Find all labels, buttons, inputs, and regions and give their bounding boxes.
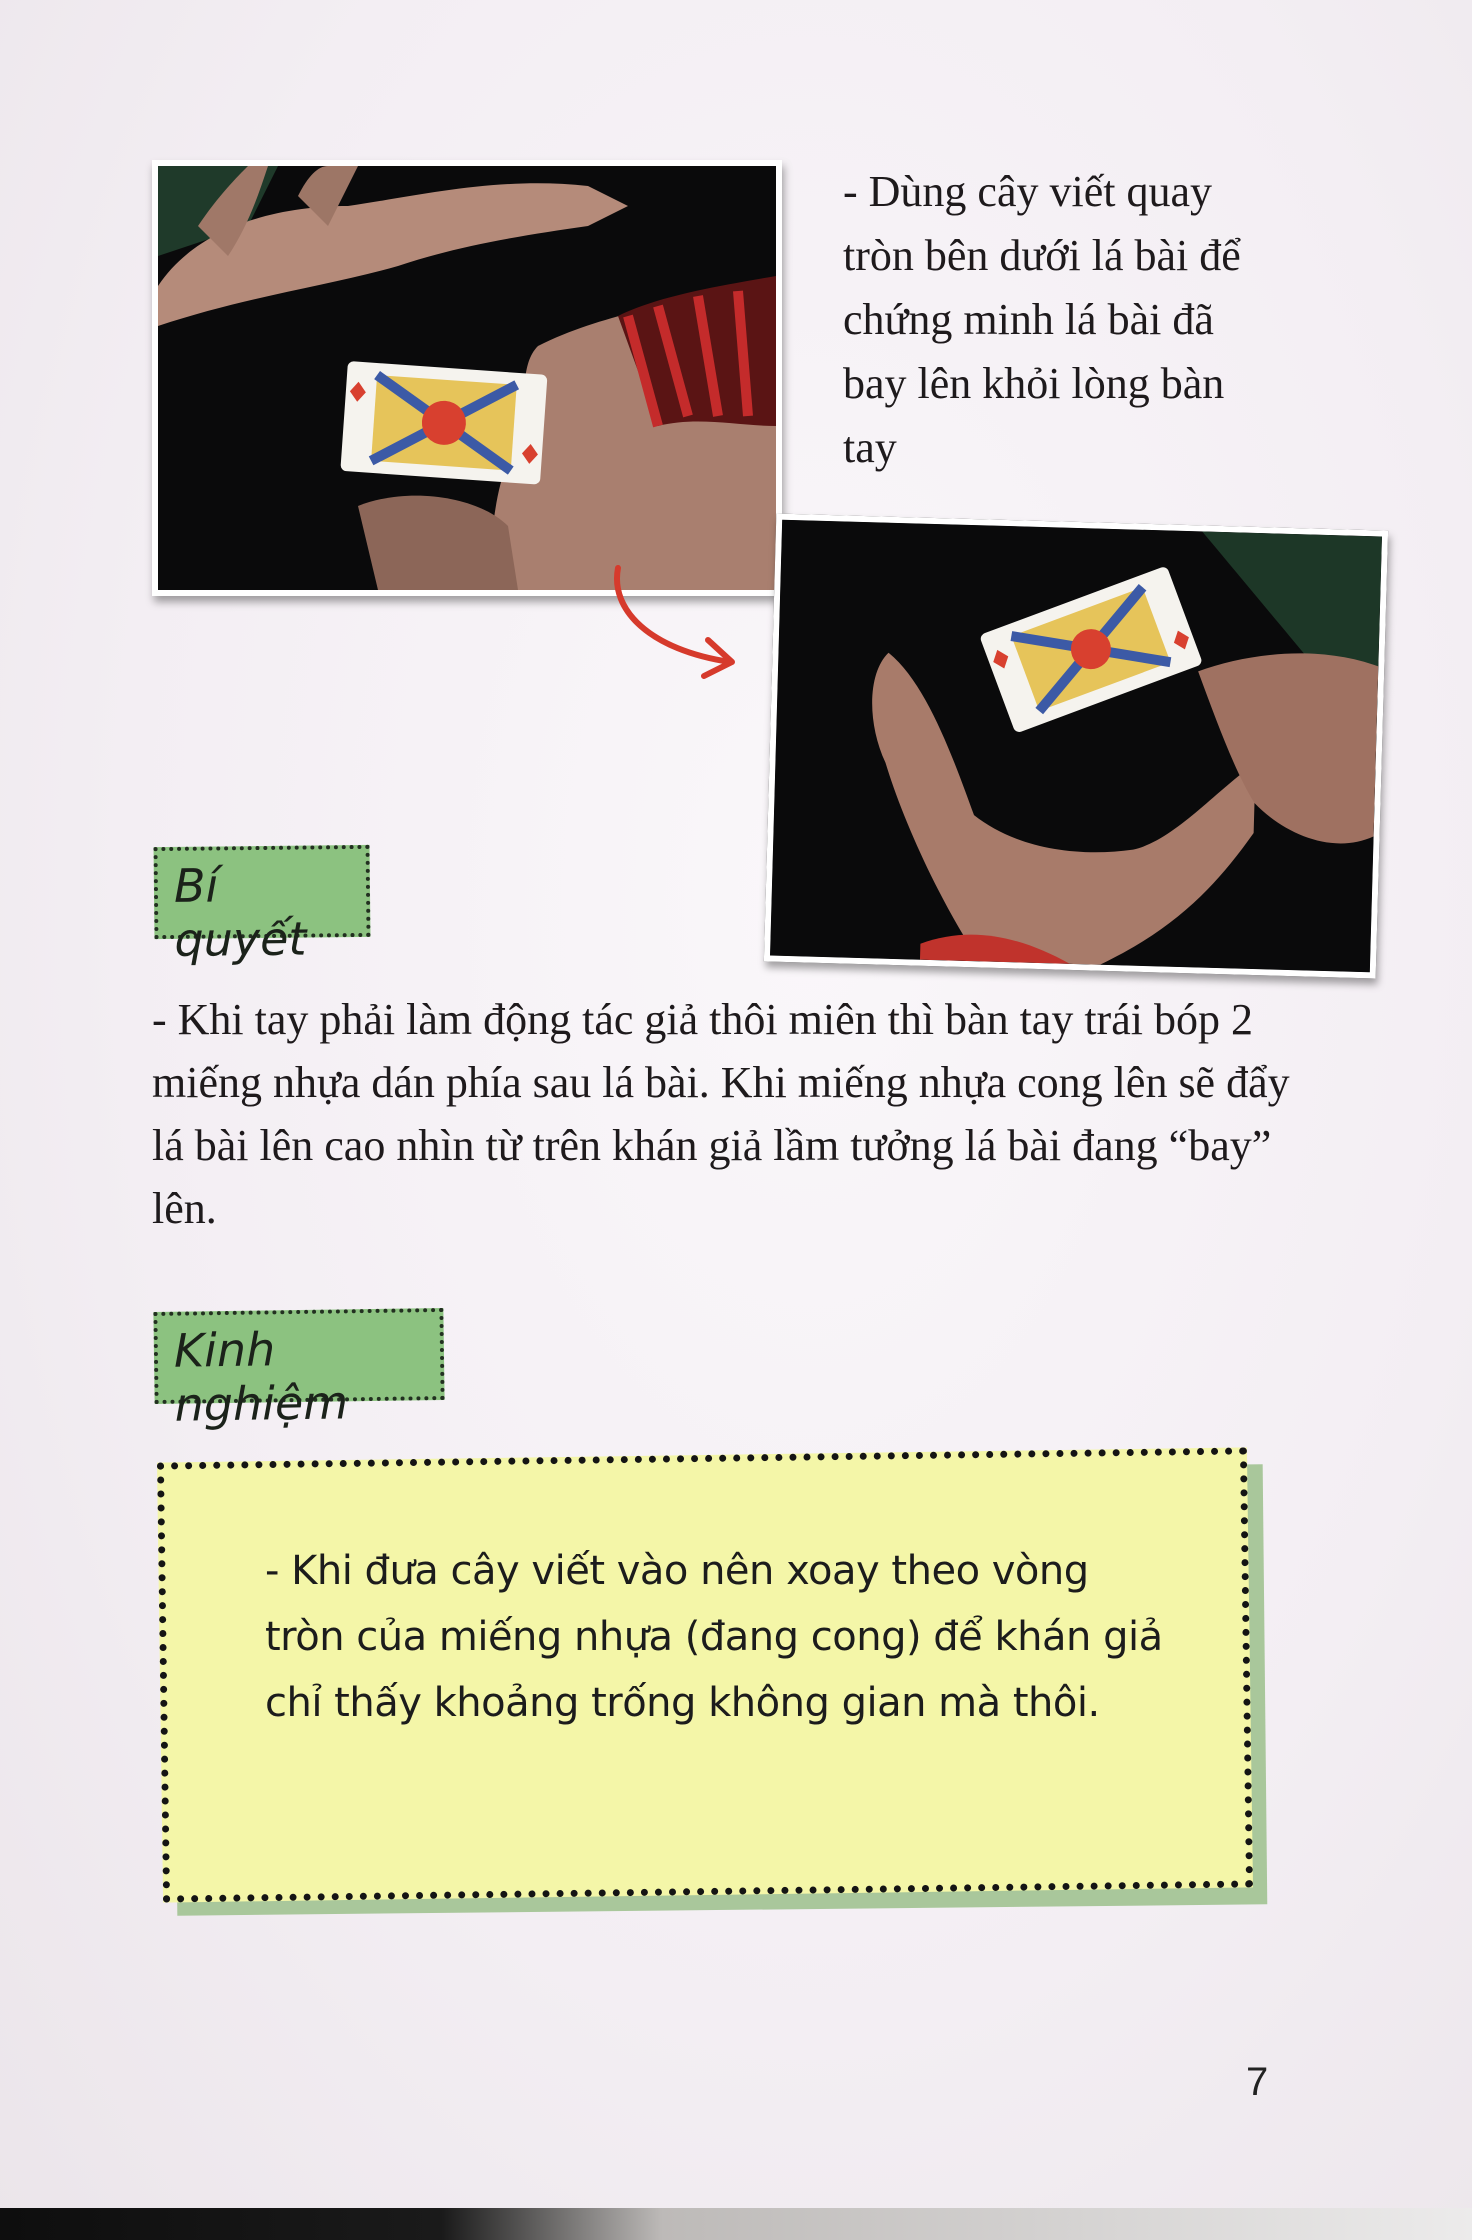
experience-note-text: - Khi đưa cây viết vào nên xoay theo vòng tròn của miếng nhựa (đang cong) để khán giả chỉ thấy khoảng trống không gian mà thôi.: [265, 1548, 1163, 1726]
photo-caption: - Dùng cây viết quay tròn bên dưới lá bài để chứng minh lá bài đã bay lên khỏi lòng bàn tay: [843, 167, 1241, 472]
secret-tag: Bí quyết: [154, 845, 371, 939]
magic-trick-photo-1: [152, 160, 782, 596]
page-bottom-edge: [0, 2208, 1472, 2240]
page-number: 7: [1246, 2060, 1269, 2104]
secret-paragraph: - Khi tay phải làm động tác giả thôi miên thì bàn tay trái bóp 2 miếng nhựa dán phía sau lá bài. Khi miếng nhựa cong lên sẽ đẩy lá bài lên cao nhìn từ trên khán giả lầm tưởng lá bài đang “bay” lên.: [152, 995, 1290, 1233]
experience-tag: Kinh nghiệm: [153, 1308, 444, 1404]
magic-trick-photo-2: [764, 514, 1388, 979]
curved-arrow-icon: [600, 560, 750, 680]
